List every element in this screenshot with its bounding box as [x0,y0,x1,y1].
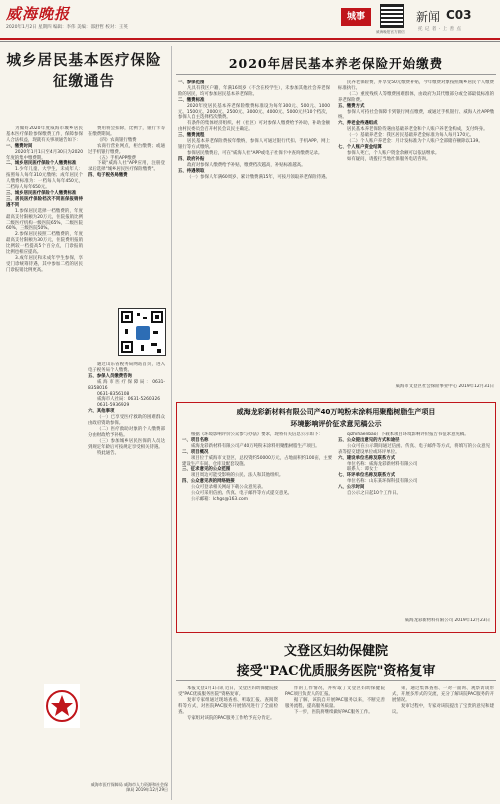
paragraph: qizhihaenbao）下载本项目环境影响评价报告书征求意见稿。 [347,432,469,437]
paragraph: 束，通过集体查看、一对一面询、观察访谈形式，开展多形式的交流，充分了解该院PAC服务的开展情况。 [392,686,494,703]
paragraph: 3.成年居民和未成年学生参保，享受门诊统筹待遇，其中参加二档的居民门诊报销比例更高。 [6,255,83,273]
paragraph: 作的工作情况，并听取了文登区妇幼保健院PAC项目负责人的汇报。 [285,686,385,697]
subheading: 四、公众意见表的网络链接 [182,479,235,485]
subheading: 四、政府补贴 [178,156,205,162]
pension-article-signoff [338,384,494,394]
paragraph: 0631-5936929 [97,403,130,409]
paragraph: 1.参保居民选择一档缴费的，年度最高支付限额为20万元，住院报销比例二级医疗机构一级医院65%，二级医院60%，三级医院50%。 [6,208,83,232]
qr-code-image [118,308,166,356]
paragraph: 公众可登录相关网站下载公众意见表。 [191,485,266,491]
paragraph: 参保人可持社会保障卡到银行网点缴费，或通过手机银行、威海人社APP缴纳。 [338,109,494,121]
paragraph: 民养老保险费，并享受50元缴费补贴，今年缴费对象按照城乡居民个人缴费标准执行。 [338,80,494,91]
section-tag: 城事 [341,8,371,26]
masthead-rule-thin [0,41,500,42]
paragraph: （三）参加城乡居民医保的人员达到规定年龄后可按规定享受相关待遇。 [88,438,165,450]
subheading: 五、缴费方式 [338,103,365,109]
paragraph: 下载"威海人社"APP应用，注册登录后选择"城乡居民医疗保险缴费"。 [88,161,165,173]
newspaper-logo: 威海晚报 [6,5,71,23]
subheading: 六、建设单位名称及联系方式 [338,455,396,461]
paragraph: 威海市人社局：0631-5260326 [97,397,161,403]
paragraph: 2.参保居民按照二档缴费的，年度最高支付限额为30万元，住院费用报销比例较一档提高5个百分点，门诊报销比例也相应提高。 [6,232,83,256]
paragraph: 根据《环境影响评价公众参与办法》要求，现将有关信息公示如下： [191,432,323,437]
subheading: 六、养老金待遇组成 [338,121,378,127]
paragraph: （二）重度残疾人等缴费困难群体，由政府为其代缴部分或全部最低标准的养老保险费。 [338,91,494,103]
subheading: 一、项目名称 [182,437,209,443]
hospital-article-headline-line-2: 接受"PAC优质服务医院"资格复审 [236,664,436,679]
paragraph: （五）手机APP缴费 [97,155,137,161]
paragraph: 公众可采用信函、传真、电子邮件等方式提交意见。 [191,491,292,497]
hospital-article-column-3 [392,686,494,800]
headline-line-2: 征缴通告 [53,73,115,90]
paragraph: 为做好2020年度威海市城乡居民基本医疗保险参保缴费工作，保障参保人合法权益，现就有关事项通告如下： [6,126,83,143]
paragraph: （一）基础养老金：我区居民基础养老金标准为每人每月170元。 [347,133,474,139]
subheading: 三、缴费流程 [178,133,205,139]
left-article-headline [4,50,164,122]
paragraph: 单位名称：威海龙彩新材料有限公司 [347,461,418,467]
paragraph: 公众可在公示期间通过信函、传真、电子邮件等方式，将填写的公众意见表等提交建设单位或环评单位。 [338,443,490,455]
paragraph: 1.少年儿童、大学生、未成年人：按照每人每年310元缴纳；成年居民个人缴费标准为：一档每人每年450元，二档每人每年650元。 [6,167,83,191]
paragraph: 公示邮箱：lchgs@163.com [191,496,248,502]
left-article-column-1 [6,126,83,646]
paragraph: （一）已享受医疗救助的困难群众由政府资助参保。 [88,415,165,427]
subheading: 五、公众提出意见的方式和途径 [338,437,400,443]
pension-article-column-1 [178,80,330,380]
eia-signoff-text: 威海龙彩新材料有限公司 2019年12月23日 [404,618,490,623]
subheading: 五、待遇领取 [178,168,205,174]
paragraph: 如有疑问，请拨打当地社保服务电话咨询。 [347,156,431,162]
paragraph: 2020年1月1日至4月30日为2020年度的集中缴费期。 [6,149,83,161]
left-article-column-2-continued [88,362,165,782]
subheading: 一、参保范围 [178,80,205,85]
column-divider [171,46,172,800]
official-seal-icon [44,684,80,728]
subheading: 三、城乡居民医疗保险个人缴费标准 [6,190,77,196]
masthead [0,0,500,44]
hospital-article-column-1 [178,686,278,800]
subheading: 七、环评单位名称及联系方式 [338,473,396,479]
subheading: 四、电子税务局缴费 [88,173,128,179]
pension-article-headline: 2020年居民基本养老保险开始缴费 [228,56,444,71]
paragraph: 农商行营业网点，柜台缴费；或通过手机银行缴费。 [88,143,165,155]
paragraph: 参保居民缴费后，可在"威海人社"APP或电子社保卡中查询缴费记录。 [187,150,323,156]
eia-notice-column-1 [182,432,332,622]
subheading: 八、公示时间 [338,485,365,491]
paragraph: 参保人死亡，个人账户资金余额可以依法继承。 [347,150,440,156]
paragraph: 自公示之日起10个工作日。 [347,491,401,497]
paragraph: 项目周边可能受影响的公民、法人和其他组织。 [191,473,284,479]
left-article-signoff [88,782,168,800]
page-number: C03 [446,8,472,22]
qr-code-icon [380,4,404,28]
subheading: 三、居民医疗保险档次不同医保报销待遇不同 [6,196,83,208]
paragraph: （二）医疗救助对象的个人缴费部分由财政给予补贴。 [88,426,165,438]
headline-rule [176,74,496,75]
subheading: 二、城乡居民医疗保险个人缴费标准 [6,161,77,167]
headline-line-1: 城乡居民基本医疗保险 [6,52,162,69]
paragraph: 复审过程中，专家对该院提出了宝贵的意见和建议。 [392,703,494,715]
subheading: 二、缴费标准 [178,97,205,103]
paragraph: 联系人：谭女士 [347,467,378,473]
paragraph: 复审专家组通过现场查看、听取汇报、查阅资料等方式，对医院PAC服务开展情况进行了全面检查。 [178,697,278,715]
eia-notice-title: 威海龙彩新材料有限公司产40万吨粉末涂料用聚酯树脂生产项目 [236,408,436,416]
paragraph: 居民基本养老保险待遇由基础养老金和个人账户养老金构成，支付终身。 [347,127,488,133]
slogan: 托 记 者 · 上 善 点 [418,27,462,32]
paragraph: 据了解，该院自开展PAC服务以来，不断完善服务流程，提高服务质量。 [285,697,385,709]
dateline: 2020年1月2日 星期四 编辑：李伟 美编：邵舒哲 校对：王英 [6,25,128,30]
pension-signoff-text: 威海市文登区社会保险事业中心 2019年12月31日 [395,384,494,389]
subheading: 一、缴费时间 [6,143,33,149]
paragraph: 专家组对该院的PAC服务工作给予充分肯定。 [187,715,275,721]
paragraph: 本报文登1月1日讯 近日，文登区妇幼保健院接受"PAC优质服务医院"资格复审。 [178,686,278,697]
qr-center-logo-icon [136,326,150,340]
section-name: 新闻 [416,10,441,24]
eia-notice-subtitle: 环境影响评价征求意见稿公示 [290,420,382,428]
hospital-article-column-2 [285,686,385,800]
paragraph: 费用将会扣除，比例于，银行卡等在缴费期间。 [88,126,165,137]
paragraph: 凡具有我区户籍，年满16周岁（不含在校学生），未参加其他社会养老保险的居民，均可参加居民基本养老保险。 [178,85,330,97]
paragraph: （一）参保人年满60周岁、累计缴费满15年，可按月领取养老保险待遇。 [187,174,330,180]
paragraph: 2020年度居民基本养老保险缴费标准设为每年300元、500元、1000元、1500元、2000元、2500元、3000元、4000元、5000元共10个档次，参保人自主选择档次缴费。 [178,103,330,121]
paragraph: 政府对参保人缴费给予补贴，缴费档次越高，补贴标准越高。 [187,162,306,168]
qr-label: 威海晚报官方微信 [376,30,405,34]
paragraph: 有条件的集体经济组织、村（社区）可对参保人缴费给予补助，补助金额由村民委员会召开村民会议民主确定。 [178,121,330,133]
masthead-rule [0,38,500,40]
paragraph: 威海市医疗保障局：0631-8358016 [88,379,165,391]
paragraph: （四）农商银行缴费 [97,137,137,143]
left-article-column-2 [88,126,165,306]
paragraph: 项目位于威海市文登区，总投资约50000万元，占地面积约100亩，主要建设生产车间、仓库及配套设施。 [182,455,332,467]
paragraph: 单位名称：山东某环保科技有限公司 [347,479,418,485]
paragraph: 特此通告。 [97,450,119,456]
subheading: 五、参保人员缴费咨询 [88,373,132,379]
paragraph: 威海龙彩新材料有限公司产40万吨粉末涂料用聚酯树脂生产项目。 [191,443,320,449]
subheading: 七、个人账户资金结算 [338,144,382,150]
headline-rule [176,680,496,681]
paragraph: 0631-8356108 [97,391,130,397]
pension-article-column-2 [338,80,494,380]
left-signoff-text: 威海市医疗保障局 威海市人力资源和社会保障局 2019年12月29日 [90,782,168,792]
eia-notice-column-2 [338,432,490,612]
eia-notice-signoff [338,618,490,628]
subheading: 六、其他事项 [88,409,115,415]
paragraph: 下一步，医院将继续做好PAC服务工作。 [294,709,373,715]
subheading: 二、项目概况 [182,449,209,455]
paragraph: 居民基本养老保险费按年缴纳，参保人可通过银行代扣、手机APP、网上银行等方式缴纳。 [178,139,330,150]
hospital-article-headline-line-1: 文登区妇幼保健院 [283,644,388,659]
subheading: 三、征求意见的公众范围 [182,467,231,473]
paragraph: （二）个人账户养老金：月计发标准为个人账户全部储存额除以139。 [347,139,483,145]
paragraph: 通过山东省税务局网站首页，进入电子税务局个人缴费。 [88,362,165,373]
